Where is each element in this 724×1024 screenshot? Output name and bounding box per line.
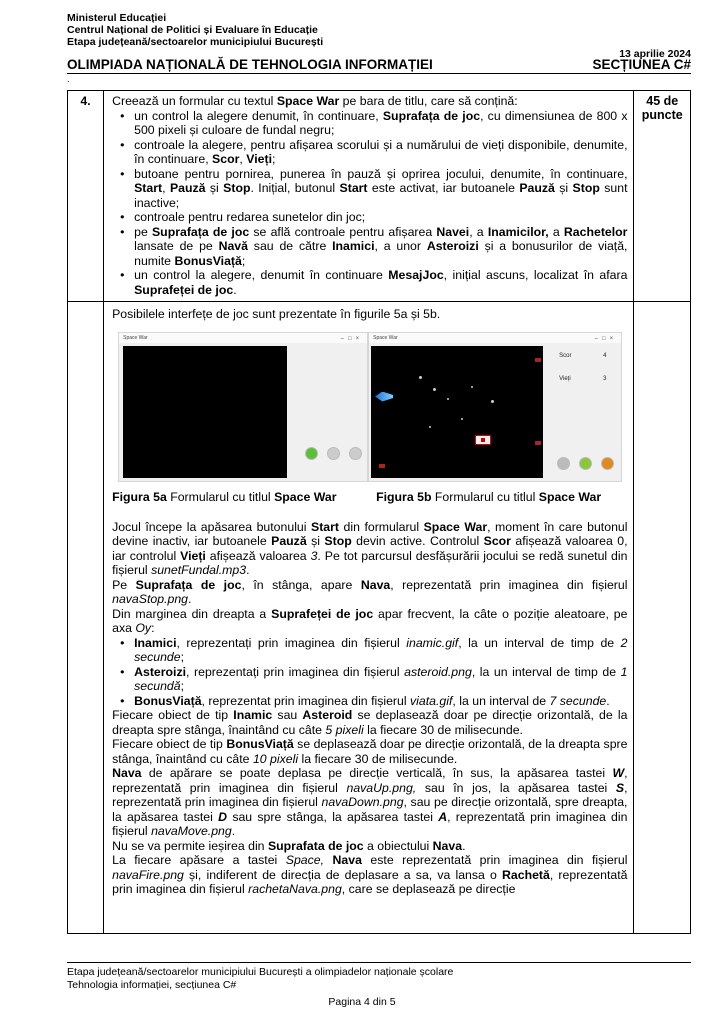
bold-term: S (615, 780, 625, 795)
text-fragment: , în stânga, apare (241, 577, 361, 592)
text-fragment: și (205, 181, 224, 195)
bold-term: D (218, 809, 228, 824)
text-fragment: . (606, 693, 610, 708)
italic-term: navaUp.png, (346, 780, 417, 795)
ship-icon (375, 392, 393, 402)
bold-term: BonusViață (226, 737, 294, 751)
italic-term: sunetFundal.mp3 (151, 563, 247, 577)
bold-term: Pauză (271, 534, 307, 548)
text-fragment: ; (271, 152, 276, 166)
bold-term: Vieți (246, 152, 272, 166)
bold-term: Inamici (332, 239, 375, 253)
bold-term: Suprafata de joc (267, 838, 364, 853)
requirement-item (134, 167, 627, 211)
score-value: 4 (603, 352, 607, 359)
text-fragment: și (306, 534, 325, 548)
figures-row (112, 332, 627, 482)
spawn-item (134, 694, 627, 709)
requirement-item (134, 225, 627, 269)
text-fragment: se află controale pentru afișarea (249, 224, 437, 239)
bold-term: Vieți (180, 548, 206, 563)
footer-line-1: Etapa județeană/sectoarelor municipiului București a olimpiadelor naționale școlare (67, 966, 454, 978)
header-mark: . (67, 74, 70, 84)
start-button[interactable] (305, 447, 318, 460)
text-fragment: de apărare se poate deplasa pe direcție verticală, în sus, la apăsarea tastei (141, 766, 613, 780)
paragraph (112, 839, 627, 854)
enemy-icon (379, 464, 385, 468)
italic-term: Oy (135, 621, 152, 635)
text-fragment: sau de către (247, 239, 333, 253)
bold-term: Pauză (169, 181, 206, 195)
text-fragment: lansate de pe (134, 239, 219, 253)
italic-term: navaStop.png (112, 592, 189, 606)
text-fragment: devin active. Controlul (351, 534, 484, 548)
text-fragment: Fiecare obiect de tip (112, 708, 234, 722)
asteroid-icon (433, 388, 436, 391)
text-fragment: , a (469, 224, 488, 239)
points-cell (634, 91, 691, 302)
text-fragment (324, 853, 332, 867)
text-fragment: , cu dimensiunea de 800 x 500 pixeli și culoare de fundal negru; (134, 108, 628, 137)
problem-number: 4. (68, 91, 104, 302)
italic-term: asteroid.png (404, 664, 472, 679)
asteroid-icon (419, 376, 422, 379)
text-fragment: , (162, 181, 170, 195)
text-fragment: , reprezentați prin imaginea din fișierul (176, 635, 407, 650)
pause-button[interactable] (579, 457, 592, 470)
text-fragment: Jocul începe la apăsarea butonului (112, 519, 311, 534)
text-fragment: Nu se va permite ieșirea din (112, 838, 268, 853)
paragraph (112, 607, 627, 636)
window-titlebar: Space War –□× (119, 333, 367, 343)
text-fragment: Pe (112, 577, 136, 592)
text-fragment: și a bonusurilor de viață, numite (134, 239, 628, 268)
requirement-item (134, 109, 627, 138)
requirements-cell (104, 91, 634, 302)
text-fragment: . (231, 824, 236, 838)
text-fragment: afișează valoarea (205, 548, 311, 563)
italic-term: 1 secundă (134, 664, 628, 693)
bold-term: Inamici (134, 635, 177, 650)
empty-number-cell (68, 302, 104, 934)
text-fragment: ; (241, 253, 246, 268)
stage-name: Etapa județeană/sectoarelor municipiului București (67, 36, 324, 48)
empty-points-cell (634, 302, 691, 934)
bold-term: BonusViață (134, 693, 202, 708)
bold-term: Asteroid (302, 708, 353, 722)
text-fragment: sunt inactive; (134, 181, 628, 210)
italic-term: inamic.gif (406, 635, 459, 650)
asteroid-icon (429, 426, 431, 428)
text-fragment: sau spre stânga, la apăsarea tastei (227, 809, 439, 824)
text-fragment: . (246, 563, 250, 577)
italic-term: viata.gif (410, 693, 453, 708)
bold-term: Suprafeței de joc (271, 606, 374, 621)
page-footer (67, 966, 691, 991)
text-fragment: , care se deplasează pe direcție (341, 882, 516, 896)
footer-line-2: Tehnologia informației, secțiunea C# (67, 978, 237, 991)
text-fragment: Din marginea din dreapta a (112, 606, 272, 621)
game-surface (371, 346, 543, 478)
exam-date: 13 aprilie 2024 (619, 48, 691, 60)
text-fragment: un control la alegere, denumit în continuare (134, 268, 389, 282)
text-fragment: , reprezentată prin imaginea din fișierul (112, 766, 628, 795)
text-fragment: pe (134, 224, 152, 239)
olympiad-title: OLIMPIADA NAȚIONALĂ DE TEHNOLOGIA INFORMAȚIEI (67, 57, 433, 72)
italic-term: Space, (285, 853, 325, 867)
start-button[interactable] (557, 457, 570, 470)
text-fragment: și, indiferent de direcția de deplasare a sa, va lansa o (183, 867, 503, 882)
bold-term: Nava (332, 853, 362, 867)
bold-term: Scor (483, 534, 511, 548)
text-fragment: butoane pentru pornirea, punerea în pauză și oprirea jocului, denumite, în continuare, (134, 166, 628, 181)
window-titlebar: Space War –□× (369, 333, 621, 343)
bold-term: Inamic (233, 708, 273, 722)
spawn-item (134, 636, 627, 665)
figure-5a-window (118, 332, 368, 482)
caption-5b: Figura 5b Formularul cu titlul Space War (376, 489, 602, 504)
bold-term: Start (339, 181, 368, 195)
bold-term: Nava (432, 838, 463, 853)
text-fragment: , reprezentată prin imaginea din fișierul (112, 809, 628, 838)
text-fragment: se deplasează doar pe direcție orizontală, de la dreapta spre stânga, înaintând cu câte (112, 737, 628, 766)
text-fragment: . (462, 838, 466, 853)
text-fragment: . Inițial, butonul (250, 181, 340, 195)
game-surface (123, 346, 287, 478)
requirement-item (134, 210, 627, 225)
text-fragment: a obiectului (363, 838, 433, 853)
bold-term: Rachetă (502, 867, 550, 882)
enemy-icon (475, 435, 491, 445)
italic-term: 3 (310, 548, 318, 563)
bold-term: MesajJoc (388, 268, 444, 282)
text-fragment: . (188, 592, 192, 606)
section-title: SECȚIUNEA C# (592, 57, 691, 72)
intro-text: Creează un formular cu textul Space War pe bara de titlu, care să conțină: (112, 94, 518, 108)
text-fragment: controale pentru redarea sunetelor din joc; (134, 210, 366, 224)
paragraph (112, 708, 627, 737)
bold-term: Rachetelor (563, 224, 628, 239)
italic-term: 7 secunde (549, 693, 607, 708)
italic-term: navaDown.png (321, 795, 404, 809)
enemy-icon (535, 358, 541, 362)
bold-term: Nava (112, 766, 142, 780)
italic-term: 10 pixeli (252, 751, 299, 766)
bold-term: Pauză (519, 181, 555, 195)
text-fragment: , la un interval de timp de (458, 635, 621, 650)
points-value: 45 de (646, 94, 679, 108)
bold-term: BonusViață (174, 253, 242, 268)
text-fragment: din formularul (339, 519, 424, 534)
bold-term: Inamicilor, (487, 224, 549, 239)
bold-term: W (612, 766, 625, 780)
paragraph (112, 766, 627, 839)
text-fragment: și (554, 181, 573, 195)
stop-button[interactable] (349, 447, 362, 460)
bold-term: Suprafeței de joc (134, 282, 234, 297)
lives-label: Vieți (559, 375, 571, 382)
header-divider (67, 73, 691, 74)
text-fragment: , reprezentată prin imaginea din fișierul (112, 780, 628, 809)
text-fragment: , reprezentată prin imaginea din fișierul (390, 577, 628, 592)
bold-term: Start (311, 519, 340, 534)
spawn-item (134, 665, 627, 694)
enemy-icon (535, 441, 541, 445)
score-label: Scor (559, 352, 572, 359)
text-fragment: , (239, 152, 247, 166)
problem-table (67, 90, 691, 934)
figure-5b-window (368, 332, 622, 482)
text-fragment: se deplasează doar pe direcție orizontală, de la dreapta spre stânga, înaintând cu câte (112, 708, 628, 737)
text-fragment: sau în jos, la apăsarea tastei (416, 780, 616, 795)
movement-description (112, 708, 627, 897)
italic-term: 5 pixeli (325, 722, 364, 737)
text-fragment: ; (180, 679, 185, 693)
bold-term: Scor (212, 152, 240, 166)
text-fragment: , reprezentați prin imaginea din fișierul (186, 664, 405, 679)
text-fragment: , moment în care butonul devine inactiv, iar butoanele (112, 519, 628, 548)
text-fragment: : (151, 621, 155, 635)
text-fragment: este reprezentată prin imaginea din fișierul (361, 853, 628, 867)
description-cell (104, 302, 634, 934)
paragraph (112, 520, 627, 578)
game-description (112, 520, 627, 636)
text-fragment: ; (180, 650, 185, 664)
stop-button[interactable] (601, 457, 614, 470)
page-number: Pagina 4 din 5 (328, 996, 396, 1008)
paragraph (112, 578, 627, 607)
bold-term: Stop (572, 181, 600, 195)
text-fragment: La fiecare apăsare a tastei (112, 853, 286, 867)
italic-term: navaMove.png (151, 824, 232, 838)
text-fragment: un control la alegere denumit, în continuare, (134, 108, 383, 123)
requirement-item (134, 138, 627, 167)
text-fragment: . Pe tot parcursul desfășurării jocului se redă sunetul din fișierul (112, 548, 628, 577)
paragraph (112, 853, 627, 897)
text-fragment: , reprezentată prin imaginea din fișierul (112, 867, 628, 896)
text-fragment: a (548, 224, 564, 239)
text-fragment: . (233, 282, 237, 297)
bold-term: Start (134, 181, 163, 195)
bold-term: Asteroizi (134, 664, 187, 679)
spawn-list (112, 636, 627, 709)
figures-intro: Posibilele interfețe de joc sunt prezentate în figurile 5a și 5b. (112, 307, 441, 321)
text-fragment: controale la alegere, pentru afișarea scorului și a numărului de vieți disponibile, denumite, în continuare, (134, 137, 628, 166)
asteroid-icon (461, 418, 463, 420)
asteroid-icon (447, 398, 449, 400)
bold-term: Suprafața de joc (151, 224, 250, 239)
center-name: Centrul Național de Politici și Evaluare în Educație (67, 24, 318, 36)
italic-term: navaFire.png (112, 867, 184, 882)
bold-term: Space War (423, 519, 488, 534)
caption-5a: Figura 5a Formularul cu titlul Space War (112, 489, 337, 504)
text-fragment: , la un interval de timp de (471, 664, 621, 679)
text-fragment: sau (272, 708, 303, 722)
text-fragment: , inițial ascuns, localizat în afara (443, 268, 628, 282)
bold-term: Asteroizi (426, 239, 479, 253)
pause-button[interactable] (327, 447, 340, 460)
page-header (67, 12, 691, 72)
text-fragment: , a unor (374, 239, 427, 253)
bold-term: Suprafața de joc (382, 108, 481, 123)
lives-value: 3 (603, 375, 607, 382)
requirements-list (112, 109, 627, 298)
footer-divider (67, 962, 691, 963)
bold-term: Navei (436, 224, 470, 239)
italic-term: 2 secunde (134, 635, 628, 664)
text-fragment: , sau pe direcție orizontală, spre dreapta, la apăsarea tastei (112, 795, 628, 824)
bold-term: Navă (218, 239, 248, 253)
text-fragment: la fiecare 30 de milisecunde. (298, 751, 458, 766)
points-unit: puncte (641, 108, 683, 122)
requirement-item (134, 268, 627, 297)
figure-captions (112, 490, 627, 508)
text-fragment: apar frecvent, la câte o poziție aleatoare, pe axa (112, 606, 628, 635)
text-fragment: afișează valoarea 0, iar controlul (112, 534, 628, 563)
text-fragment: Fiecare obiect de tip (112, 737, 227, 751)
italic-term: rachetaNava.png (248, 882, 342, 896)
text-fragment: , reprezentat prin imaginea din fișierul (201, 693, 411, 708)
bold-term: Suprafața de joc (135, 577, 242, 592)
ministry-name: Ministerul Educației (67, 12, 167, 24)
text-fragment: la fiecare 30 de milisecunde. (363, 722, 523, 737)
asteroid-icon (471, 386, 473, 388)
bold-term: A (438, 809, 448, 824)
text-fragment: , la un interval de (452, 693, 550, 708)
asteroid-icon (491, 400, 494, 403)
bold-term: Nava (360, 577, 391, 592)
bold-term: Stop (223, 181, 251, 195)
bold-term: Stop (324, 534, 352, 548)
text-fragment: este activat, iar butoanele (367, 181, 520, 195)
paragraph (112, 737, 627, 766)
